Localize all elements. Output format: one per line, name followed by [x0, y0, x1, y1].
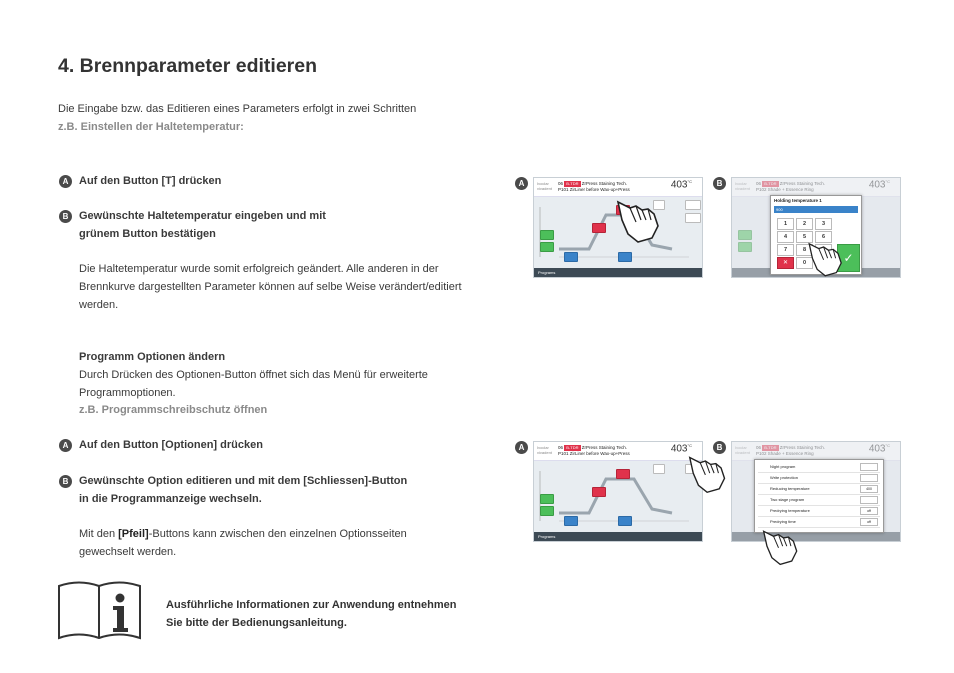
vacuum-button[interactable]: [564, 252, 578, 262]
options-dialog: [754, 459, 884, 533]
key-5[interactable]: 5: [796, 231, 813, 243]
option-row[interactable]: Night program: [758, 462, 880, 473]
options-button[interactable]: [685, 200, 701, 210]
step-marker-a: A: [59, 175, 72, 188]
step-b-text-line1: Gewünschte Haltetemperatur eingeben und mit: [79, 210, 326, 222]
key-0[interactable]: 0: [796, 257, 813, 269]
screen-label-a: A: [515, 177, 528, 190]
arrow-text-line2: gewechselt werden.: [79, 546, 177, 558]
program-info: 06 B-TDR ZrPress Staining Tech. P101 ZirLiner before Wax-up+Press: [558, 181, 630, 192]
options-text-line2: Programmoptionen.: [79, 387, 176, 399]
option-row[interactable]: Reducing temperature 400: [758, 484, 880, 495]
options-text-line1: Durch Drücken des Optionen-Button öffnet sich das Menü für erweiterte: [79, 369, 428, 381]
key-1[interactable]: 1: [777, 218, 794, 230]
step-marker-b: B: [59, 475, 72, 488]
result-text-line1: Die Haltetemperatur wurde somit erfolgreich geändert. Alle anderen in der: [79, 263, 439, 275]
intro-example: z.B. Einstellen der Haltetemperatur:: [58, 121, 244, 133]
dialog-title: Holding temperature 1: [774, 198, 822, 203]
option-toggle[interactable]: [860, 463, 878, 471]
screen-2b: [731, 441, 901, 542]
close-time-button[interactable]: [540, 506, 554, 516]
screen-2a: [533, 441, 703, 542]
value-input[interactable]: 900: [774, 206, 858, 213]
hand-pointer-icon: [686, 454, 730, 499]
option-row[interactable]: Write protection: [758, 473, 880, 484]
step-b-text-line1: Gewünschte Option editieren und mit dem [Schliessen]-Button: [79, 475, 408, 487]
screen-footer: [534, 532, 702, 541]
vacuum-button[interactable]: [564, 516, 578, 526]
programs-button[interactable]: Programs: [538, 270, 556, 275]
option-toggle[interactable]: off: [860, 518, 878, 526]
vacuum-button[interactable]: [618, 252, 632, 262]
step-a-text: Auf den Button [Optionen] drücken: [79, 439, 263, 451]
key-8[interactable]: 8: [796, 244, 813, 256]
step-b-text-line2: in die Programmanzeige wechseln.: [79, 493, 262, 505]
info-text-line2: Sie bitte der Bedienungsanleitung.: [166, 617, 347, 629]
program-info: 06 B-TDR ZrPress Staining Tech. P101 ZirLiner before Wax-up+Press: [558, 445, 630, 456]
step-marker-a: A: [59, 439, 72, 452]
key-7[interactable]: 7: [777, 244, 794, 256]
screen-header: [534, 178, 702, 197]
programs-button[interactable]: Programs: [538, 534, 556, 539]
page-title: 4. Brennparameter editieren: [58, 55, 318, 77]
screen-header: [534, 442, 702, 461]
screen-label-b: B: [713, 441, 726, 454]
standby-temp-button[interactable]: [540, 494, 554, 504]
vacuum-button[interactable]: [618, 516, 632, 526]
arrow-text-line1: Mit den [Pfeil]-Buttons kann zwischen den einzelnen Optionsseiten: [79, 528, 407, 540]
result-text-line3: werden.: [79, 299, 119, 311]
hand-pointer-icon: [760, 528, 802, 571]
key-2[interactable]: 2: [796, 218, 813, 230]
close-time-button[interactable]: [540, 242, 554, 252]
option-toggle[interactable]: [860, 496, 878, 504]
heat-rate-button[interactable]: [592, 223, 606, 233]
key-3[interactable]: 3: [815, 218, 832, 230]
standby-temp-button[interactable]: [540, 230, 554, 240]
option-row[interactable]: Predrying time off: [758, 517, 880, 528]
option-toggle[interactable]: 400: [860, 485, 878, 493]
step-b-text-line2: grünem Button bestätigen: [79, 228, 216, 240]
screen-label-b: B: [713, 177, 726, 190]
heat-rate-button[interactable]: [592, 487, 606, 497]
brand-logo: Ivoclar vivadent: [537, 445, 552, 455]
options-heading: Programm Optionen ändern: [79, 351, 226, 363]
brand-logo: Ivoclar vivadent: [537, 181, 552, 191]
temperature-readout: $403^{^\circ C}$: [670, 179, 692, 191]
step-a-text: Auf den Button [T] drücken: [79, 175, 222, 187]
option-row[interactable]: Predrying temperature off: [758, 506, 880, 517]
temperature-readout: $403^{^\circ C}$: [670, 443, 692, 455]
hand-pointer-icon: [806, 240, 846, 283]
key-4[interactable]: 4: [777, 231, 794, 243]
cancel-button[interactable]: ✕: [777, 257, 794, 269]
lock-icon[interactable]: [653, 464, 665, 474]
info-text-line1: Ausführliche Informationen zur Anwendung entnehmen: [166, 599, 457, 611]
hand-pointer-icon: [614, 198, 664, 249]
confirm-button[interactable]: ✓: [837, 244, 860, 272]
write-protection-toggle[interactable]: [860, 474, 878, 482]
result-text-line2: Brennkurve dargestellten Parameter können auf selbe Weise verändert/editiert: [79, 281, 462, 293]
param-button[interactable]: [685, 213, 701, 223]
screen-footer: [534, 268, 702, 277]
key-6[interactable]: 6: [815, 231, 832, 243]
options-example: z.B. Programmschreibschutz öffnen: [79, 404, 268, 416]
screen-label-a: A: [515, 441, 528, 454]
manual-info-icon: [57, 578, 142, 640]
option-row[interactable]: Two stage program: [758, 495, 880, 506]
intro-text: Die Eingabe bzw. das Editieren eines Parameters erfolgt in zwei Schritten: [58, 103, 417, 115]
option-toggle[interactable]: off: [860, 507, 878, 515]
holding-temp-button[interactable]: [616, 469, 630, 479]
step-marker-b: B: [59, 210, 72, 223]
